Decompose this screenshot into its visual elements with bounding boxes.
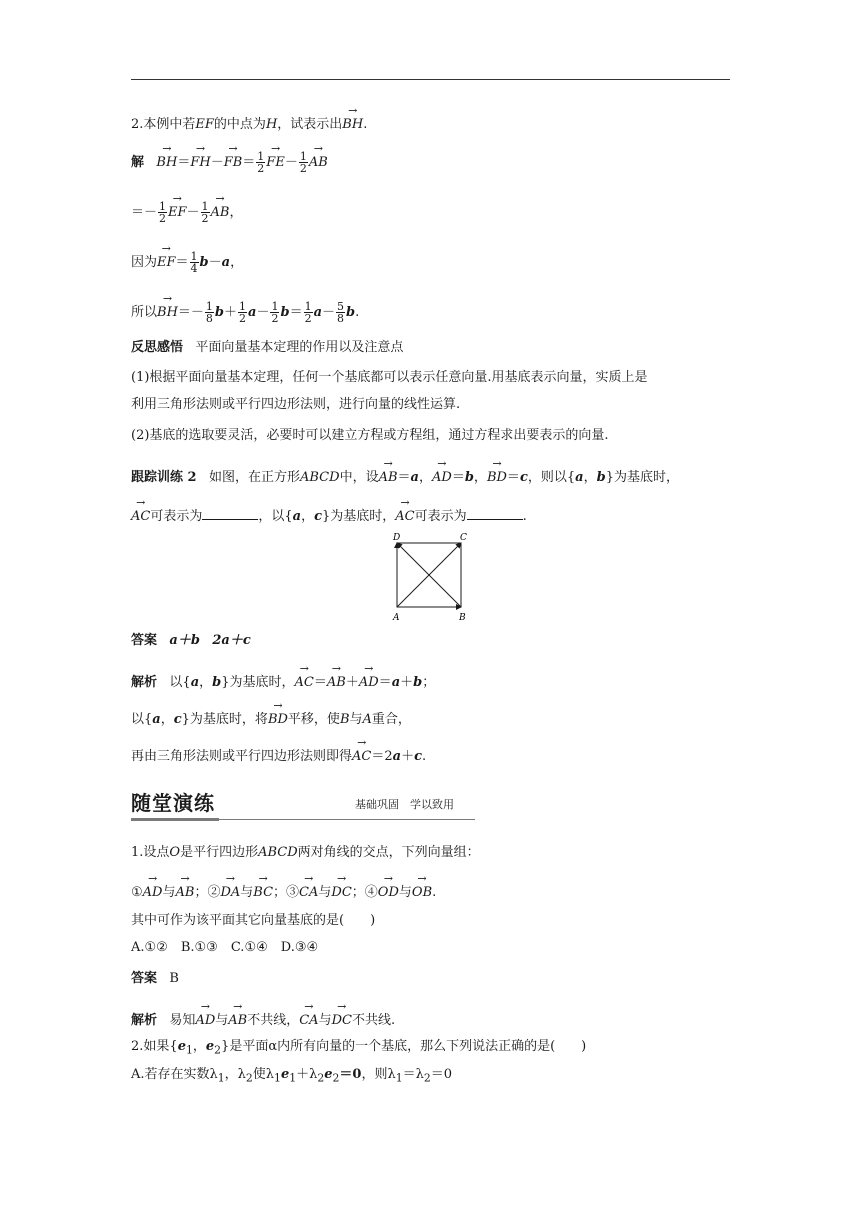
text: }为基底时，	[322, 509, 396, 524]
numerator: 1	[271, 300, 279, 313]
var-c: c	[314, 509, 323, 524]
fraction	[256, 151, 265, 174]
var-a: a	[248, 305, 257, 320]
answer-blank-2[interactable]	[467, 507, 523, 520]
vector-ac: → AC	[395, 504, 414, 526]
fraction	[299, 151, 308, 174]
vector-ob: → OB	[412, 880, 432, 902]
subscript: 1	[274, 1071, 281, 1085]
vector-ab: → AB	[309, 150, 328, 172]
text: }为基底时，将	[181, 712, 268, 727]
vector-ad: → AD	[195, 1008, 215, 1030]
var-a: a	[292, 509, 302, 524]
fraction	[201, 201, 210, 224]
text: 可表示为	[414, 509, 467, 524]
text: ，试表示出	[277, 117, 343, 132]
subscript: 2	[332, 1071, 340, 1085]
var-b: b	[214, 305, 225, 320]
text: 与	[318, 885, 332, 900]
label-b: B	[459, 613, 466, 623]
vector-ac: → AC	[131, 504, 150, 526]
var-c: c	[173, 712, 182, 727]
text: 以{	[169, 675, 191, 690]
text: ①	[131, 885, 143, 900]
var-b: b	[413, 675, 423, 690]
var-a: a	[221, 255, 231, 270]
numerator: 1	[205, 300, 213, 313]
vector-bh: → BH	[342, 112, 363, 134]
text: 与	[162, 885, 176, 900]
denominator: 2	[159, 212, 167, 225]
problem-1-question: 其中可作为该平面其它向量基底的是( )	[131, 913, 376, 928]
text: ；②	[194, 885, 221, 900]
vector-ef: → EF	[157, 250, 176, 272]
fraction	[270, 301, 279, 324]
section-title: 随堂演练	[131, 791, 215, 815]
var-b: b	[199, 255, 209, 270]
reflection-point-1a: (1)根据平面向量基本定理，任何一个基底都可以表示任意向量.用基底表示向量，实质上是	[131, 370, 648, 385]
problem-2-option-a[interactable]: A.若存在实数$\lambda_1$，$\lambda_2$使$\lambda_1e_1+\lambda_2e_2=0$，则$\lambda_1=\lambda_2=0$	[131, 1067, 453, 1085]
vector-ad: → AD	[359, 670, 379, 692]
section-underline-thin	[219, 819, 475, 820]
text: }是平面α内所有向量的一个基底，那么下列说法正确的是( )	[221, 1039, 587, 1054]
vector-ad: → AD	[143, 880, 163, 902]
vector-da-visible: → DA	[220, 880, 240, 902]
section-subtitle: 基础巩固 学以致用	[355, 798, 454, 811]
denominator: 2	[299, 162, 307, 175]
subscript: 1	[217, 1071, 225, 1085]
text: ，以{	[258, 509, 293, 524]
answer-label: 答案	[131, 633, 158, 648]
exercise-2-line-2: → AC可表示为 ，以{a，c}为基底时，→ AC可表示为 .	[131, 504, 527, 526]
text: ，λ	[224, 1067, 246, 1082]
problem-1-analysis	[131, 1008, 395, 1030]
solution-line-3: 因为→ EF＝ $\frac{1}{4}$ b－a，	[131, 250, 243, 274]
text: 以{	[131, 712, 153, 727]
problem-2-stem: 2.如果{$e_1$，$e_2$}是平面α内所有向量的一个基底，那么下列说法正确的是( )	[131, 1039, 587, 1057]
numerator: 1	[159, 200, 167, 213]
reflection-label: 反思感悟	[131, 340, 184, 355]
exercise-2-analysis-2: 以{a，c}为基底时，将→ BD平移，使B与A重合，	[131, 707, 411, 729]
answer-value: B	[169, 971, 179, 986]
subscript: 2	[317, 1071, 325, 1085]
text: ；③	[273, 885, 300, 900]
vector-bd: → BD	[487, 465, 507, 487]
var-a: a	[190, 675, 200, 690]
vector-bh: → BH	[156, 150, 177, 172]
var-e2: e	[205, 1039, 215, 1054]
numerator: 1	[299, 150, 307, 163]
problem-1-answer	[131, 970, 179, 988]
vector-ca: → CA	[299, 1008, 318, 1030]
var-b: b	[596, 470, 606, 485]
vector-ad: → AD	[432, 465, 452, 487]
answer-label: 答案	[131, 971, 158, 986]
text: 不共线.	[351, 1013, 396, 1028]
var-e1: e	[177, 1039, 186, 1054]
label-c: C	[460, 533, 467, 543]
var-b: b	[464, 470, 474, 485]
question-2-title: 2.本例中若EF的中点为H，试表示出→ BH.	[131, 112, 367, 134]
text: ＝0	[339, 1067, 362, 1082]
fraction	[304, 301, 313, 324]
vector-ac: → AC	[295, 670, 314, 692]
text: 1.设点	[131, 845, 170, 860]
denominator: 2	[239, 312, 247, 325]
exercise-2-analysis-1: 解析 以{a，b}为基底时，→ AC＝→ AB＋→ AD＝a＋b；	[131, 670, 435, 692]
denominator: 2	[201, 212, 209, 225]
vector-ac: → AC	[352, 744, 371, 766]
denominator: 2	[304, 312, 312, 325]
vector-ab: → AB	[327, 670, 346, 692]
text: O	[169, 845, 181, 860]
vector-dc: → DC	[331, 880, 351, 902]
header-rule	[131, 79, 730, 80]
var-c: c	[519, 470, 528, 485]
fraction	[336, 301, 345, 324]
denominator: 2	[257, 162, 265, 175]
reflection-point-2: (2)基底的选取要灵活，必要时可以建立方程或方程组，通过方程求出要表示的向量.	[131, 428, 609, 443]
vector-fh: → FH	[190, 150, 210, 172]
text: }为基底时，	[605, 470, 679, 485]
fraction	[238, 301, 247, 324]
subscript: 1	[185, 1043, 193, 1057]
var-a: a	[313, 305, 323, 320]
solution-line-1: 解 → BH＝→ FH－→ FB＝ $\frac{1}{2}$ → FE－ $\frac{1}{2}$ → AB	[131, 150, 328, 174]
exercise-2-answer	[131, 632, 251, 650]
var-a: a	[152, 712, 161, 727]
text: 易知	[169, 1013, 196, 1028]
text: ABCD	[300, 470, 340, 485]
text: 中，设	[339, 470, 379, 485]
vector-bc: → BC	[253, 880, 273, 902]
var-b: b	[280, 305, 290, 320]
text: 如图，在正方形	[208, 470, 300, 485]
var-b: b	[346, 305, 356, 320]
denominator: 8	[337, 312, 345, 325]
text: 不共线，	[247, 1013, 300, 1028]
fraction	[158, 201, 167, 224]
text: 与	[398, 885, 412, 900]
solution-line-2: ＝－ $\frac{1}{2}$ → EF－ $\frac{1}{2}$ → AB，	[131, 200, 243, 224]
vector-fe: → FE	[266, 150, 285, 172]
subscript: 1	[395, 1071, 403, 1085]
text: 与	[215, 1013, 229, 1028]
numerator: 1	[257, 150, 265, 163]
var-a: a	[410, 470, 419, 485]
text: 所以	[131, 305, 158, 320]
text: ，则以{	[527, 470, 576, 485]
square-abcd-figure	[389, 531, 475, 625]
problem-1-options: ①→ AD与→ AB；②→ DA与→ BC；③→ CA与→ DC；④→ OD与→ OB.	[131, 880, 436, 902]
denominator: 2	[271, 312, 279, 325]
text: 与	[318, 1013, 332, 1028]
numerator: 1	[190, 250, 198, 263]
vector-ab: → AB	[228, 1008, 247, 1030]
exercise-2-line-1: 跟踪训练 2 如图，在正方形ABCD中，设→ AB＝a，→ AD＝b，→ BD＝c，则以{a，b}为基底时，	[131, 465, 679, 487]
text: 再由三角形法则或平行四边形法则即得	[131, 749, 353, 764]
square-diagram	[389, 531, 475, 625]
text: 与	[349, 712, 363, 727]
text: 使λ	[252, 1067, 275, 1082]
answer-value-1: a＋b	[169, 633, 200, 648]
analysis-label: 解析	[131, 675, 158, 690]
vector-ab: → AB	[379, 465, 398, 487]
text: 的中点为	[213, 117, 266, 132]
var-b: b	[212, 675, 222, 690]
answer-value-2: 2a＋c	[212, 633, 251, 648]
vector-ca: → CA	[299, 880, 318, 902]
fraction	[205, 301, 214, 324]
var-a: a	[391, 675, 401, 690]
numerator: 1	[239, 300, 247, 313]
var-e1: e	[280, 1067, 290, 1082]
reflection-point-1b: 利用三角形法则或平行四边形法则，进行向量的线性运算.	[131, 397, 461, 412]
vector-ab: → AB	[175, 880, 194, 902]
numerator: 1	[304, 300, 312, 313]
text: ABCD	[258, 845, 298, 860]
vector-fb: → FB	[224, 150, 243, 172]
vector-dc: → DC	[332, 1008, 352, 1030]
numerator: 5	[337, 300, 345, 313]
text: 可表示为	[150, 509, 203, 524]
label-a: A	[393, 613, 400, 623]
subscript: 2	[423, 1071, 431, 1085]
solution-line-4: 所以→ BH＝－ $\frac{1}{8}$ b＋ $\frac{1}{2}$ a－ $\frac{1}{2}$ b＝ $\frac{1}{2}$ a－ $\frac{5}{8}$ b.	[131, 300, 359, 324]
analysis-label: 解析	[131, 1013, 158, 1028]
text: H	[265, 117, 278, 132]
vector-ab: → AB	[211, 200, 230, 222]
var-a: a	[575, 470, 584, 485]
denominator: 4	[190, 262, 198, 275]
var-c: c	[414, 749, 423, 764]
text: 因为	[131, 255, 158, 270]
var-a: a	[392, 749, 402, 764]
text: 重合，	[371, 712, 411, 727]
subscript: 2	[214, 1043, 222, 1057]
problem-1-choices[interactable]: A.①② B.①③ C.①④ D.③④	[131, 940, 319, 955]
text: 2.如果{	[131, 1039, 178, 1054]
reflection-heading	[131, 339, 403, 357]
problem-1-stem	[131, 844, 480, 862]
vector-bd: → BD	[268, 707, 288, 729]
text: ；④	[351, 885, 378, 900]
numerator: 1	[201, 200, 209, 213]
text: A.若存在实数λ	[131, 1067, 218, 1082]
text: 与	[240, 885, 254, 900]
denominator: 8	[205, 312, 213, 325]
text: 两对角线的交点，下列向量组：	[297, 845, 480, 860]
exercise-label: 跟踪训练 2	[131, 470, 197, 485]
exercise-2-analysis-3: 再由三角形法则或平行四边形法则即得→ AC＝2a＋c.	[131, 744, 426, 766]
subscript: 1	[289, 1071, 297, 1085]
text: B	[339, 712, 350, 727]
var-e2: e	[324, 1067, 333, 1082]
fraction	[190, 251, 199, 274]
text: }为基底时，	[221, 675, 295, 690]
text: EF	[195, 117, 214, 132]
label-d: D	[393, 533, 401, 543]
vector-bh: → BH	[157, 300, 178, 322]
subscript: 2	[245, 1071, 253, 1085]
solution-label: 解	[131, 155, 145, 170]
section-underline-thick	[131, 818, 219, 821]
text: A	[362, 712, 372, 727]
vector-ef: → EF	[168, 200, 187, 222]
text: 平移，使	[287, 712, 340, 727]
reflection-title: 平面向量基本定理的作用以及注意点	[195, 340, 404, 355]
section-heading	[131, 790, 475, 820]
answer-blank-1[interactable]	[202, 507, 258, 520]
vector-od: → OD	[378, 880, 399, 902]
text: 2.本例中若	[131, 117, 196, 132]
text: 是平行四边形	[180, 845, 259, 860]
